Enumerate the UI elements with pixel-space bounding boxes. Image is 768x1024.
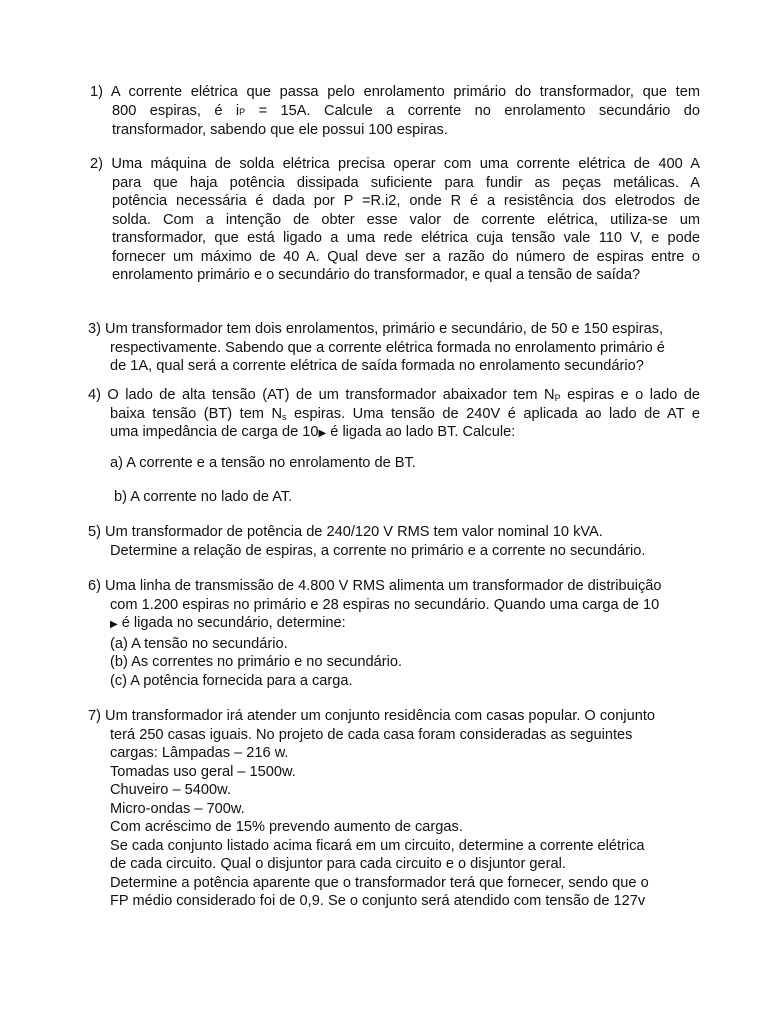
q1-subscript: P [239,106,246,117]
q2-line: fornecer um máximo de 40 A. Qual deve ser a razão do número de espiras entre o [112,248,700,265]
q5-line-1: 5) Um transformador de potência de 240/120 V RMS tem valor nominal 10 kVA. [88,524,603,540]
q6-item-c: (c) A potência fornecida para a carga. [110,672,353,689]
question-2 [90,155,700,285]
q6-line-2: com 1.200 espiras no primário e 28 espiras no secundário. Quando uma carga de 10 [110,596,660,613]
q1-line-1: 1) A corrente elétrica que passa pelo enrolamento primário do transformador, que tem [90,84,700,100]
q7-line: Determine a potência aparente que o transformador terá que fornecer, sendo que o [110,874,649,891]
q2-line: solda. Com a intenção de obter esse valor de corrente elétrica, utiliza-se um [112,211,700,228]
q2-line: transformador, que está ligado a uma rede elétrica cuja tensão vale 110 V, e pode [112,230,700,246]
q4-line-1: 4) O lado de alta tensão (AT) de um transformador abaixador tem $N_P$ espiras e o lado de [88,387,701,403]
q7-line: Micro-ondas – 700w. [110,800,245,817]
question-5 [88,523,703,560]
question-6 [88,577,703,690]
missing-glyph-icon: ▶ [110,619,118,630]
q3-line: de 1A, qual será a corrente elétrica de saída formada no enrolamento secundário? [110,358,644,374]
q4-subscript-s: s [282,411,287,422]
q6-item-b: (b) As correntes no primário e no secundário. [110,654,403,670]
q4-item-a: a) A corrente e a tensão no enrolamento de BT. [110,455,416,471]
q6-line-3: ▶ é ligada no secundário, determine: [110,615,346,631]
q7-line: terá 250 casas iguais. No projeto de cada casa foram consideradas as seguintes [110,726,633,743]
q2-line: enrolamento primário e o secundário do transformador, e qual a tensão de saída? [112,267,641,283]
q6-line-1: 6) Uma linha de transmissão de 4.800 V RMS alimenta um transformador de distribuição [88,578,662,594]
q7-line: Tomadas uso geral – 1500w. [110,763,296,780]
q7-line: cargas: Lâmpadas – 216 w. [110,745,289,761]
q2-line: para que haja potência dissipada suficiente para fundir as peças metálicas. A [112,174,700,191]
question-1 [90,83,700,140]
question-7 [88,707,703,911]
q1-line-3: transformador, sabendo que ele possui 100 espiras. [112,122,448,138]
q7-line: de cada circuito. Qual o disjuntor para cada circuito e o disjuntor geral. [110,856,566,872]
missing-glyph-icon: ▶ [318,428,327,439]
q2-line: potência necessária é dada por P =R.i2, onde R é a resistência dos eletrodos de [112,193,700,209]
q2-line: 2) Uma máquina de solda elétrica precisa operar com uma corrente elétrica de 400 A [90,156,700,172]
q4-item-b: b) A corrente no lado de AT. [114,489,293,505]
q4-line-2: baixa tensão (BT) tem $N_s$ espiras. Uma tensão de 240V é aplicada ao lado de AT e [110,405,700,422]
q1-line-2: 800 espiras, é iP = 15A. Calcule a corrente no enrolamento secundário do [112,102,700,119]
q7-line: Chuveiro – 5400w. [110,782,231,798]
q3-line: respectivamente. Sabendo que a corrente elétrica formada no enrolamento primário é [110,339,665,356]
q5-line-2: Determine a relação de espiras, a corrente no primário e a corrente no secundário. [110,542,646,559]
q4-subscript-p: P [554,393,561,403]
q3-line: 3) Um transformador tem dois enrolamentos, primário e secundário, de 50 e 150 espiras, [88,321,664,337]
question-3 [88,320,703,376]
q6-item-a: (a) A tensão no secundário. [110,635,288,652]
q7-line-1: 7) Um transformador irá atender um conjunto residência com casas popular. O conjunto [88,708,656,724]
q4-line-3: uma impedância de carga de 10▶ é ligada ao lado BT. Calcule: [110,424,516,440]
q7-line: Com acréscimo de 15% prevendo aumento de cargas. [110,819,463,835]
q7-line: FP médio considerado foi de 0,9. Se o conjunto será atendido com tensão de 127v [110,893,646,909]
question-4 [88,386,700,444]
q7-line: Se cada conjunto listado acima ficará em um circuito, determine a corrente elétrica [110,837,645,854]
